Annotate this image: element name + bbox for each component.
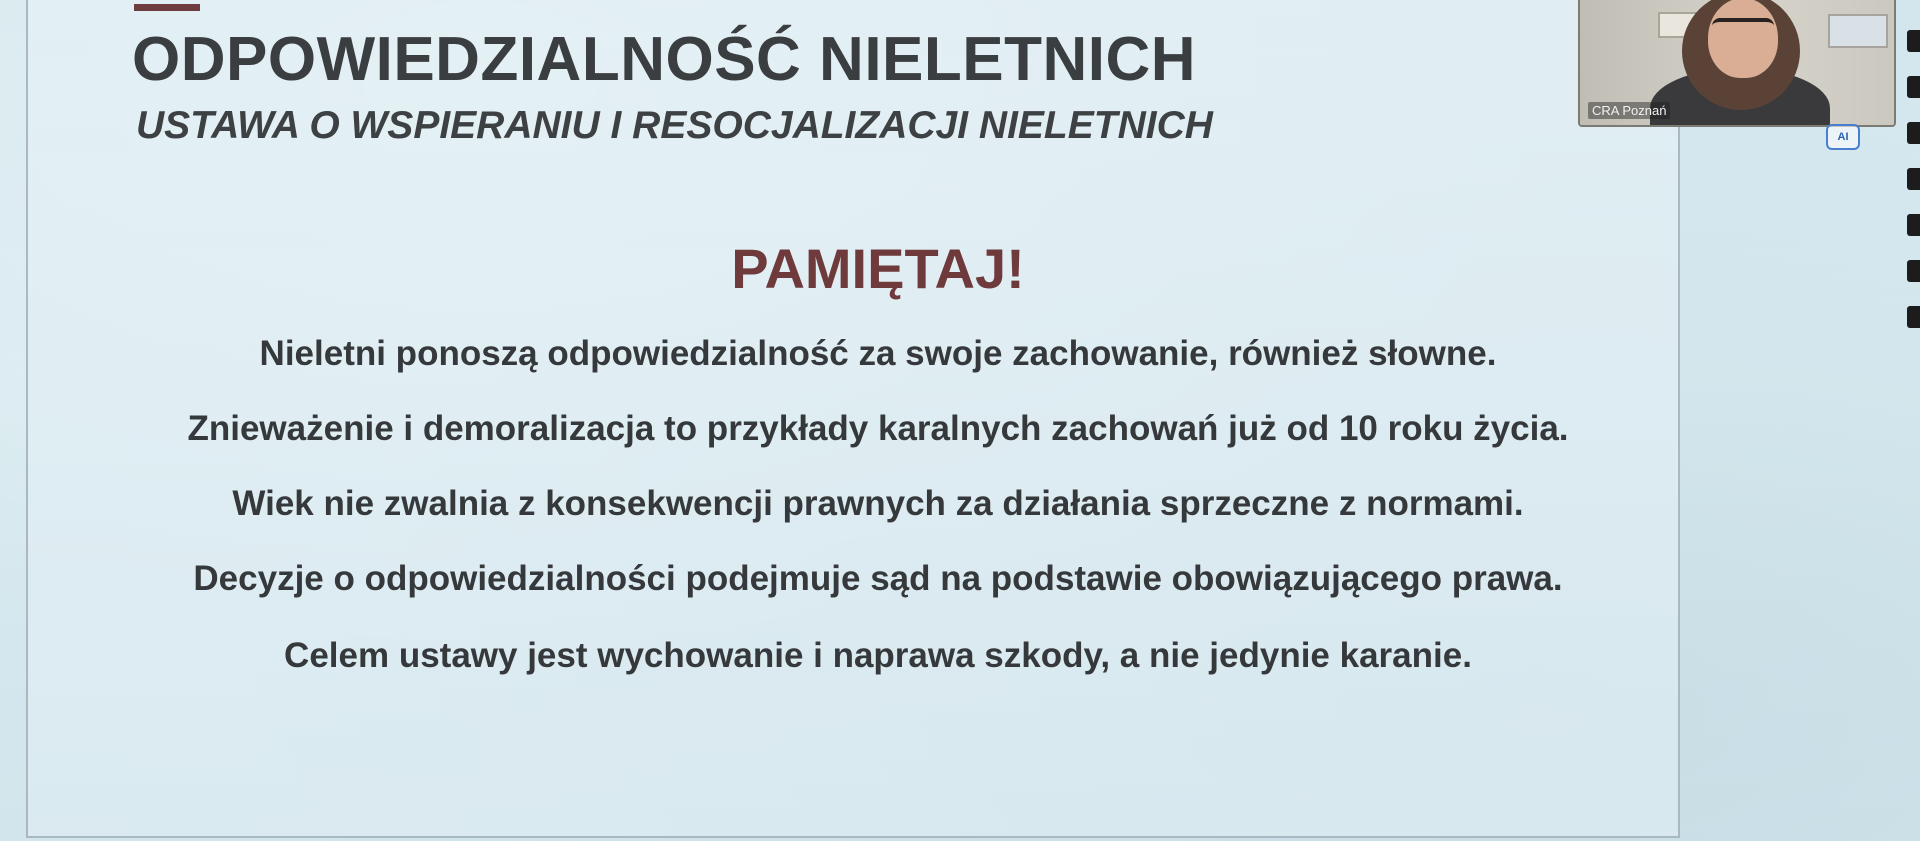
side-toolbar [1907,30,1920,390]
toolbar-handle[interactable] [1907,306,1920,328]
slide [26,0,1680,838]
point-2: Znieważenie i demoralizacja to przykłady karalnych zachowań już od 10 roku życia. [187,409,1569,448]
participant-face [1708,0,1778,78]
slide-title: ODPOWIEDZIALNOŚĆ NIELETNICH [132,25,1197,94]
toolbar-handle[interactable] [1907,76,1920,98]
point-3: Wiek nie zwalnia z konsekwencji prawnych za działania sprzeczne z normami. [232,484,1524,523]
wall-picture [1828,14,1888,48]
toolbar-handle[interactable] [1907,168,1920,190]
toolbar-handle[interactable] [1907,260,1920,282]
point-4: Decyzje o odpowiedzialności podejmuje sąd na podstawie obowiązującego prawa. [193,559,1563,598]
ai-assistant-icon[interactable]: AI [1826,124,1860,150]
participant-video-tile[interactable] [1578,0,1896,127]
slide-subtitle: USTAWA O WSPIERANIU I RESOCJALIZACJI NIELETNICH [136,104,1213,147]
point-5: Celem ustawy jest wychowanie i naprawa szkody, a nie jedynie karanie. [284,636,1472,675]
participant-name-label: CRA Poznań [1588,102,1670,119]
participant-glasses [1712,18,1774,38]
point-1: Nieletni ponoszą odpowiedzialność za swoje zachowanie, również słowne. [259,334,1497,373]
toolbar-handle[interactable] [1907,122,1920,144]
title-accent-bar [134,4,200,11]
toolbar-handle[interactable] [1907,214,1920,236]
remember-heading: PAMIĘTAJ! [731,237,1025,300]
toolbar-handle[interactable] [1907,30,1920,52]
